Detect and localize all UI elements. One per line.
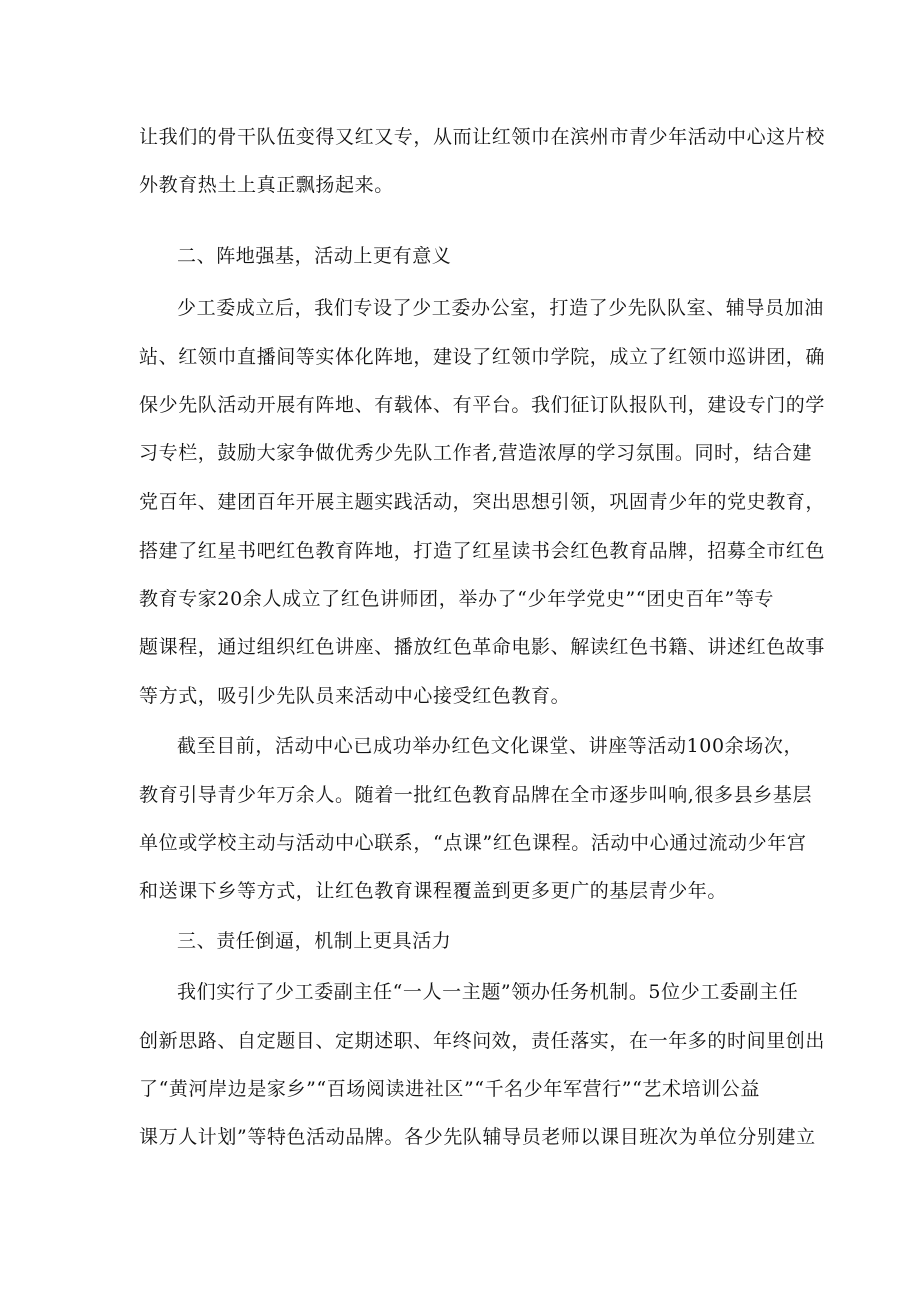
text-line: 我们实行了少工委副主任“一人一主题”领办任务机制。5位少工委副主任 (177, 981, 799, 1003)
text-line: 让我们的骨干队伍变得又红又专，从而让红领巾在滨州市青少年活动中心这片校 (139, 126, 826, 148)
text-line: 了“黄河岸边是家乡”“百场阅读进社区”“千名少年军营行”“艺术培训公益 (139, 1078, 760, 1100)
text-line: 习专栏，鼓励大家争做优秀少先队工作者,营造浓厚的学习氛围。同时，结合建 (139, 442, 813, 464)
text-line: 党百年、建团百年开展主题实践活动，突出思想引领，巩固青少年的党史教育， (139, 491, 826, 513)
text-line: 搭建了红星书吧红色教育阵地，打造了红星读书会红色教育品牌，招募全市红色 (139, 540, 826, 562)
text-line: 站、红领巾直播间等实体化阵地，建设了红领巾学院，成立了红领巾巡讲团，确 (139, 346, 826, 368)
text-line: 单位或学校主动与活动中心联系，“点课”红色课程。活动中心通过流动少年宫 (139, 832, 807, 854)
section-heading: 三、责任倒逼，机制上更具活力 (177, 930, 452, 952)
text-line: 创新思路、自定题目、定期述职、年终问效，责任落实，在一年多的时间里创出 (139, 1030, 826, 1052)
text-line: 少工委成立后，我们专设了少工委办公室，打造了少先队队室、辅导员加油 (177, 297, 824, 319)
text-line: 题课程，通过组织红色讲座、播放红色革命电影、解读红色书籍、讲述红色故事 (139, 636, 826, 658)
text-line: 等方式，吸引少先队员来活动中心接受红色教育。 (139, 685, 571, 707)
text-line: 截至目前，活动中心已成功举办红色文化课堂、讲座等活动100余场次， (177, 735, 804, 757)
text-line: 教育专家20余人成立了红色讲师团，举办了“少年学党史”“团史百年”等专 (139, 588, 775, 610)
text-line: 保少先队活动开展有阵地、有载体、有平台。我们征订队报队刊，建设专门的学 (139, 394, 826, 416)
text-line: 和送课下乡等方式，让红色教育课程覆盖到更多更广的基层青少年。 (139, 880, 728, 902)
section-heading: 二、阵地强基，活动上更有意义 (177, 245, 452, 267)
text-line: 外教育热土上真正飘扬起来。 (139, 174, 394, 196)
text-line: 课万人计划”等特色活动品牌。各少先队辅导员老师以课目班次为单位分别建立 (139, 1126, 816, 1148)
text-line: 教育引导青少年万余人。随着一批红色教育品牌在全市逐步叫响,很多县乡基层 (139, 784, 813, 806)
